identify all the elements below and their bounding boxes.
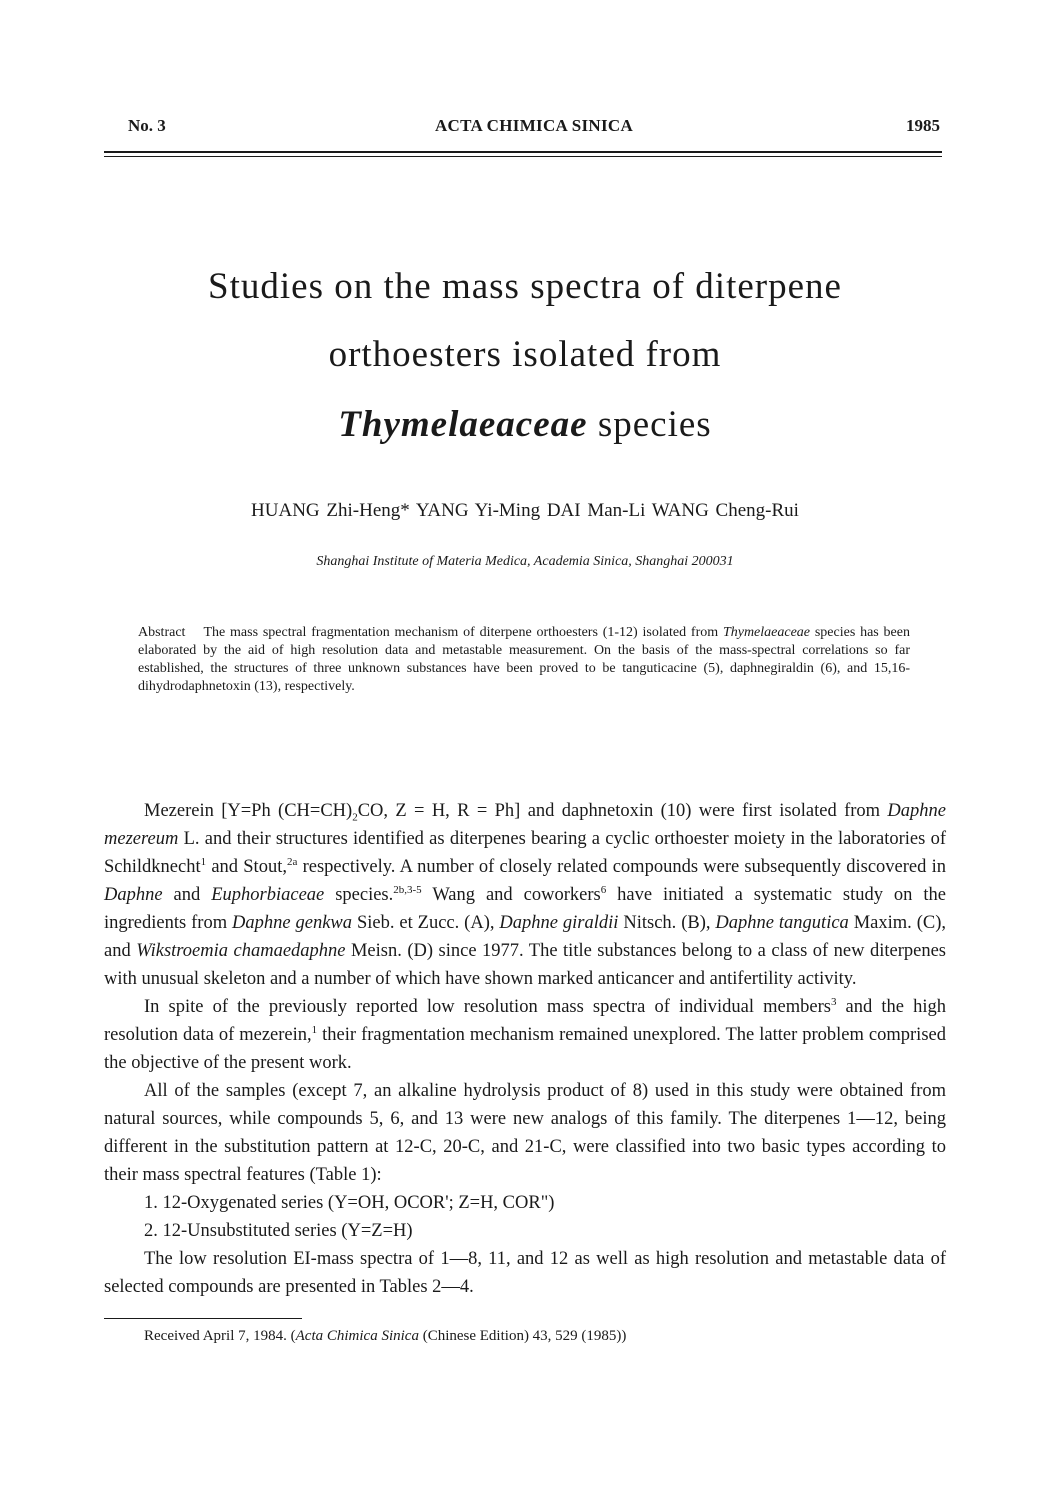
title-taxon: Thymelaeaceae — [338, 404, 588, 445]
header-rule-thick — [104, 151, 942, 153]
body-text — [104, 797, 946, 1301]
abstract-label: Abstract — [138, 625, 186, 640]
year: 1985 — [906, 116, 940, 135]
author-list: HUANG Zhi-Heng* YANG Yi-Ming DAI Man-Li WANG Cheng-Rui — [251, 500, 799, 521]
title-line-1: Studies on the mass spectra of diterpene — [208, 266, 842, 307]
list-item-2: 2. 12-Unsubstituted series (Y=Z=H) — [144, 1221, 413, 1241]
title-line-3: Thymelaeaceae species — [338, 404, 712, 445]
affiliation: Shanghai Institute of Materia Medica, Academia Sinica, Shanghai 200031 — [316, 554, 734, 569]
footnote: Received April 7, 1984. (Acta Chimica Sinica (Chinese Edition) 43, 529 (1985)) — [144, 1328, 627, 1344]
journal-name: ACTA CHIMICA SINICA — [434, 116, 634, 135]
running-header — [128, 116, 940, 140]
footnote-rule — [104, 1318, 302, 1319]
paragraph-3: All of the samples (except 7, an alkaline hydrolysis product of 8) used in this study were obtained from natural sources, while compounds 5, 6, and 13 were new analogs of this family. The diterpenes 1—12, being different in the substitution pattern at 12-C, 20-C, and 21-C, were classified into two basic types according to their mass spectral features (Table 1): — [104, 1081, 946, 1185]
paragraph-4: The low resolution EI-mass spectra of 1—8, 11, and 12 as well as high resolution and metastable data of selected compounds are presented in Tables 2—4. — [104, 1249, 946, 1297]
paragraph-1: Mezerein [Y=Ph $(CH=CH)_2CO$, Z = H, R = Ph] and daphnetoxin (10) were first isolated from Daphne mezereum L. and their structures identified as diterpenes bearing a cyclic orthoester moiety in the laboratories of Schildknecht$^1$ and Stout,$^{2a}$ respectively. A number of closely related compounds were subsequently discovered in Daphne and Euphorbiaceae species.$^{2b,3-5}$ Wang and coworkers$^6$ have initiated a systematic study on the ingredients from Daphne genkwa Sieb. et Zucc. (A), Daphne giraldii Nitsch. (B), Daphne tangutica Maxim. (C), and Wikstroemia chamaedaphne Meisn. (D) since 1977. The title substances belong to a class of new diterpenes with unusual skeleton and a number of which have shown marked anticancer and antifertility activity. — [104, 801, 947, 989]
list-item-1: 1. 12-Oxygenated series (Y=OH, OCOR'; Z=H, COR") — [144, 1193, 555, 1213]
abstract: Abstract The mass spectral fragmentation mechanism of diterpene orthoesters (1-12) isolated from Thymelaeaceae species has been elaborated by the aid of high resolution data and metastable measurement. On the basis of the mass-spectral correlations so far established, the structures of three unknown substances have been proved to be tanguticacine (5), daphnegiraldin (6), and 15,16-dihydrodaphnetoxin (13), respectively. — [138, 625, 910, 694]
issue-number: No. 3 — [128, 116, 166, 135]
title-line-2: orthoesters isolated from — [328, 334, 722, 375]
paragraph-2: In spite of the previously reported low resolution mass spectra of individual members$^3$ and the high resolution data of mezerein,$^1$ their fragmentation mechanism remained unexplored. The latter problem comprised the objective of the present work. — [104, 995, 947, 1073]
header-rule-thin — [104, 156, 942, 157]
